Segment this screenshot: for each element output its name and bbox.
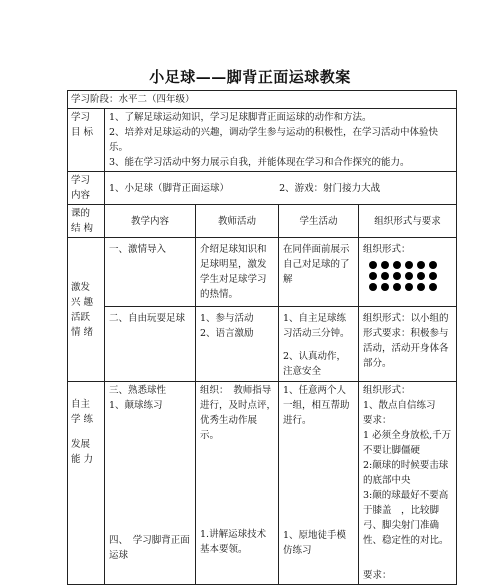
header-content: 教学内容 [105, 205, 196, 238]
header-teacher: 教师活动 [196, 205, 279, 238]
section1-content-2: 二、自由玩耍足球 [109, 313, 186, 324]
section1-label-line: 激发 [71, 281, 91, 293]
section2-student-2: 1、原地徒手模仿练习 [283, 530, 347, 556]
section2-label-line: 发展 [71, 439, 91, 450]
objectives-row [68, 109, 457, 172]
section2-content-3: 四、 学习脚背正面运球 [109, 535, 190, 561]
section1-teacher-2a: 1、参与活动 [200, 313, 254, 324]
student-dot [417, 283, 425, 291]
section2-teacher-1: 组织： 教师指导进行，及时点评， 优秀生动作展示。 [200, 385, 281, 441]
section1-student-1: 在同伴面前展示自己对足球的了解 [283, 244, 350, 285]
section1-label-line: 情 绪 [71, 326, 94, 338]
section1-row2 [68, 307, 457, 382]
section1-teacher-2b: 2、语言激励 [200, 328, 254, 339]
student-dot [393, 272, 401, 280]
section2-label-line: 自主 [71, 399, 91, 410]
student-dot [369, 272, 377, 280]
section1-label [68, 238, 105, 382]
header-org: 组织形式与要求 [359, 205, 457, 238]
student-dot [381, 272, 389, 280]
header-student: 学生活动 [279, 205, 359, 238]
stage-value: 水平二（四年级） [118, 94, 195, 105]
section2-org-2: 1、散点自信练习 [363, 400, 436, 411]
student-dot [417, 261, 425, 269]
student-dot [417, 272, 425, 280]
section1-org-1: 组织形式： [363, 244, 411, 255]
stage-label: 学习阶段： [71, 94, 119, 105]
objective-item: 3、能在学习活动中努力展示自我，并能体现在学习和合作探究的能力。 [109, 157, 410, 168]
content-row [68, 172, 457, 205]
student-dot [405, 261, 413, 269]
content-item-1: 1、小足球（脚背正面运球） [109, 182, 230, 194]
section2-label-line: 能 力 [71, 454, 94, 465]
section1-student-2a: 1、自主足球练习活动三分钟。 [283, 313, 350, 339]
objectives-label-1: 学习 [71, 112, 91, 123]
objective-item: 1、了解足球运动知识，学习足球脚背正面运球的动作和方法。 [109, 112, 372, 123]
formation-dots [369, 261, 452, 291]
section2-label-line: 学 练 [71, 414, 94, 425]
header-structure-1: 课的 [71, 208, 91, 219]
content-label-1: 学习 [71, 175, 91, 186]
content-label-2: 内容 [71, 190, 91, 201]
section2-org-3: 要求： [363, 415, 392, 426]
section2-content-2: 1、颠球练习 [109, 400, 163, 411]
section2-org-7: 要求： [363, 570, 392, 581]
section2-teacher-2: 1.讲解运球技术基本要领。 [200, 529, 267, 555]
section2-org-5: 2:颠球的时候要击球的底部中央 [363, 460, 449, 486]
student-dot [429, 261, 437, 269]
student-dot [405, 283, 413, 291]
section2-org-1: 组织形式： [363, 385, 411, 396]
section2-label [68, 382, 105, 585]
section1-row1 [68, 238, 457, 307]
section1-org-2: 组织形式：以小组的形式要求：积极参与活动，活动开身体各部分。 [363, 313, 449, 369]
student-dot [405, 272, 413, 280]
section1-label-line: 活跃 [71, 311, 91, 323]
student-dot [429, 272, 437, 280]
section1-label-line: 兴 趣 [71, 296, 94, 308]
section1-content-1: 一、激情导入 [109, 244, 167, 255]
student-dot [381, 283, 389, 291]
student-dot [369, 261, 377, 269]
section2-org-6: 3:颠的球最好不要高于膝盖 ，比较脚弓、脚尖射门准确性、稳定性的对比。 [363, 490, 449, 546]
section2-student-1: 1、任意两个人一组，相互帮助进行。 [283, 385, 350, 426]
section2-org-4: 1 必须全身放松,千万不要让脚僵硬 [363, 430, 452, 456]
header-row [68, 205, 457, 238]
section1-student-2b: 2、认真动作，注意安全 [283, 351, 347, 377]
header-structure-2: 结 构 [71, 223, 94, 234]
content-item-2: 2、游戏：射门接力大战 [279, 182, 381, 194]
student-dot [369, 283, 377, 291]
objective-item: 2、培养对足球运动的兴趣，调动学生参与运动的积极性，在学习活动中体验快乐。 [109, 127, 439, 153]
student-dot [393, 261, 401, 269]
student-dot [393, 283, 401, 291]
section2-content-1: 三、熟悉球性 [109, 385, 167, 396]
section1-teacher-1: 介绍足球知识和足球明星，激发学生对足球学习的热情。 [200, 244, 267, 300]
objectives-label-2: 目 标 [71, 127, 94, 138]
student-dot [429, 283, 437, 291]
page-title: 小足球——脚背正面运球教案 [149, 68, 351, 86]
lesson-plan-table [67, 90, 457, 585]
stage-row [68, 91, 457, 109]
student-dot [381, 261, 389, 269]
section2-row [68, 382, 457, 585]
